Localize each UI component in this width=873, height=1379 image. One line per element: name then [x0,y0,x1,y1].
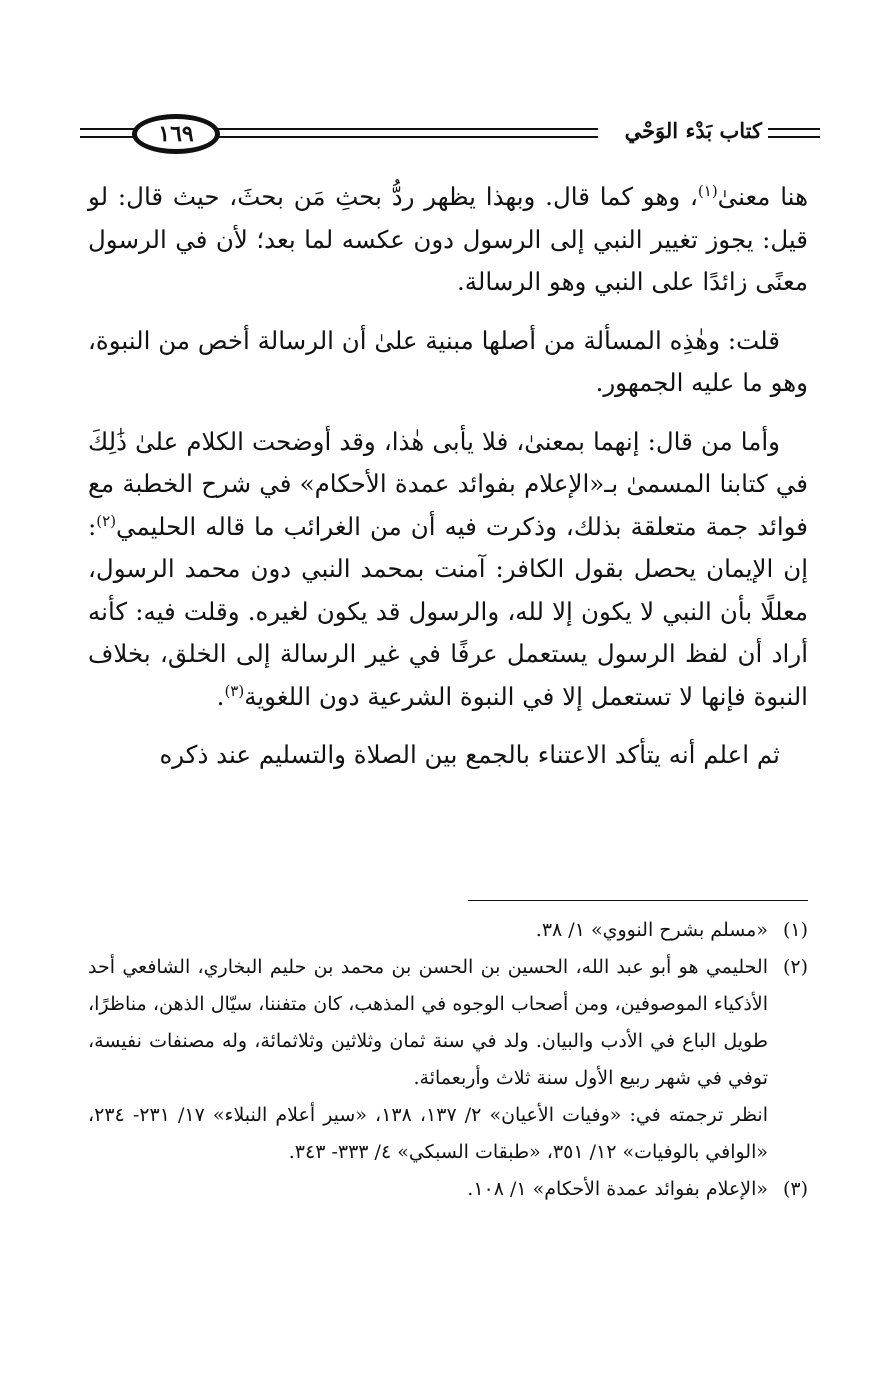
running-title: كتاب بَدْء الوَحْي [624,118,762,143]
footnote-ref-3[interactable]: (٣) [224,681,245,700]
footnote-ref-2[interactable]: (٢) [96,511,117,530]
page-header [80,110,820,160]
header-rule-left-2 [80,136,136,138]
footnote-1-number: (١) [782,919,808,941]
footnote-2-continuation: انظر ترجمته في: «وفيات الأعيان» ٢/ ١٣٧، ١٣٨، «سير أعلام النبلاء» ١٧/ ٢٣١- ٢٣٤، «الوافي بالوفيات» ١٢/ ٣٥١، «طبقات السبكي» ٤/ ٣٣٣- ٣٤٣. [88,1104,768,1163]
footnote-1-text: «مسلم بشرح النووي» ١/ ٣٨. [535,919,768,941]
header-rule-right-2 [768,136,820,138]
header-rule-middle-2 [216,136,598,138]
header-rule-left [80,128,136,130]
footnote-separator [468,900,808,901]
footnote-3-number: (٣) [782,1178,808,1200]
main-text [88,176,808,793]
footnote-3-text: «الإعلام بفوائد عمدة الأحكام» ١/ ١٠٨. [467,1178,768,1200]
header-rule-right [768,128,820,130]
paragraph-2: قلت: وهٰذِه المسألة من أصلها مبنية علىٰ أن الرسالة أخص من النبوة، وهو ما عليه الجمهور. [88,325,808,397]
footnote-3 [88,1171,808,1208]
paragraph-4: ثم اعلم أنه يتأكد الاعتناء بالجمع بين الصلاة والتسليم عند ذكره [159,740,780,769]
footnotes [88,912,808,1208]
footnote-ref-1[interactable]: (١) [697,181,718,200]
page-number: ١٦٩ [132,114,220,154]
footnote-2-number: (٢) [782,956,808,978]
footnote-2-text: الحليمي هو أبو عبد الله، الحسين بن الحسن بن محمد بن حليم البخاري، الشافعي أحد الأذكياء الموصوفين، ومن أصحاب الوجوه في المذهب، كان متفننا، سيّال الذهن، مناظرًا، طويل الباع في الأدب والبيان. ولد في سنة ثمان وثلاثين وثلاثمائة، وله مصنفات نفيسة، توفي في شهر ربيع الأول سنة ثلاث وأربعمائة. [88,956,768,1089]
header-rule-middle [216,128,598,130]
footnote-2 [88,949,808,1097]
paragraph-3: وأما من قال: إنهما بمعنىٰ، فلا يأبى هٰذا، وقد أوضحت الكلام علىٰ ذَٰلِكَ في كتابنا المسمىٰ بـ«الإعلام بفوائد عمدة الأحكام» في شرح الخطبة مع فوائد جمة متعلقة بذلك، وذكرت فيه أن من الغرائب ما قاله الحليمي$^{(٢)}$: إن الإيمان يحصل بقول الكافر: آمنت بمحمد النبي دون محمد الرسول، معللًا بأن النبي لا يكون إلا لله، والرسول قد يكون لغيره. وقلت فيه: كأنه أراد أن لفظ الرسول يستعمل عرفًا في غير الرسالة إلى الخلق، بخلاف النبوة فإنها لا تستعمل إلا في النبوة الشرعية دون اللغوية$^{(٣)}$. [88,426,808,711]
paragraph-1: هنا معنىٰ$^{(١)}$، وهو كما قال. وبهذا يظهر ردُّ بحثِ مَن بحثَ، حيث قال: لو قيل: يجوز تغيير النبي إلى الرسول دون عكسه لما بعد؛ لأن في الرسول معنًى زائدًا على النبي وهو الرسالة. [88,181,808,296]
footnote-1 [88,912,808,949]
